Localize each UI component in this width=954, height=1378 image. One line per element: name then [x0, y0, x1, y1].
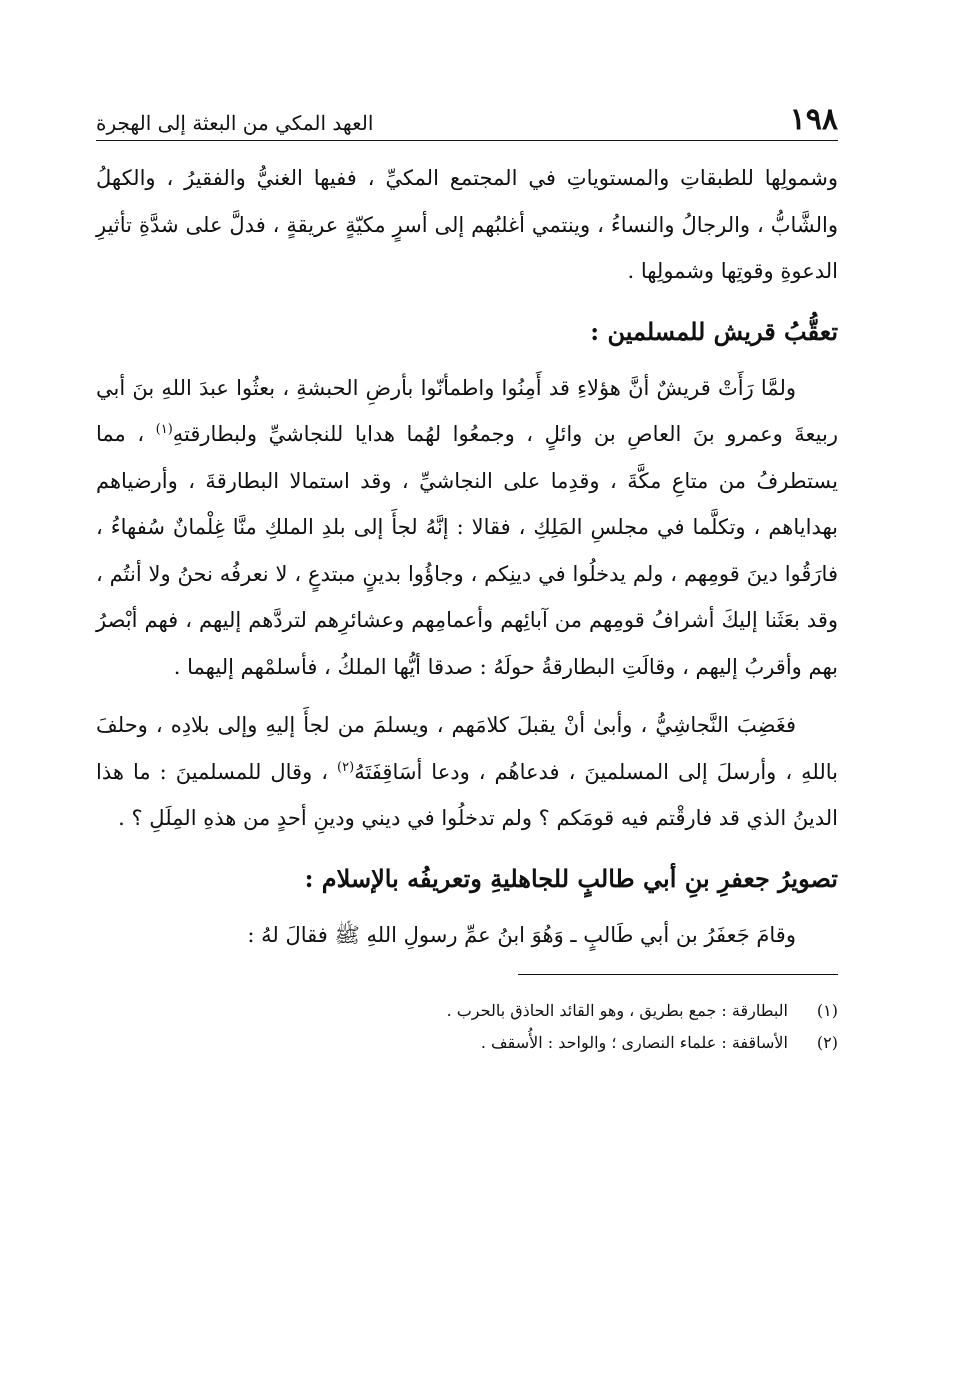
paragraph-quraysh-envoys [96, 365, 838, 691]
section-heading-quraysh-pursuit: تعقُّبُ قريش للمسلمين : [590, 316, 838, 346]
body-text [96, 155, 838, 958]
page-number: ١٩٨ [789, 102, 838, 137]
running-title: العهد المكي من البعثة إلى الهجرة [96, 111, 374, 135]
footnote-number: (٢) [816, 1033, 838, 1052]
page-header [96, 96, 838, 141]
footnote-divider [518, 974, 838, 975]
paragraph-text: فغَضِبَ النَّجاشِيُّ ، وأبىٰ أنْ يقبلَ كلامَهم ، ويسلمَ من لجأَ إليهِ وإلى بلادِه ، وحلفَ باللهِ ، وأرسلَ إلى المسلمينَ ، فدعاهُم ، ودعا أسَاقِفَتَهُ [96, 713, 838, 784]
paragraph-jafar-stands: وقامَ جَعفَرُ بن أبي طَالبٍ ـ وَهُوَ ابنُ عمِّ رسولِ اللهِ ﷺ فقالَ لهُ : [247, 922, 796, 947]
paragraph-text: ، مما يستطرفُ من متاعِ مكَّةَ ، وقدِما على النجاشيِّ ، وقد استمالا البطارقةَ ، وأرضياهم بهداياهم ، وتكلَّما في مجلسِ المَلِكِ ، فقالا : إنَّهُ لجأَ إلى بلدِ الملكِ منَّا غِلْمانٌ سُفهاءُ ، فارَقُوا دينَ قومِهم ، ولم يدخلُوا في دينِكم ، وجاؤُوا بدينٍ مبتدعٍ ، لا نعرفُه نحنُ ولا أنتُم ، وقد بعَثَنا إليكَ أشرافُ قومِهم من آبائِهم وأعمامِهم وعشائرِهم لتردَّهم إليهم ، فهم أبْصرُ بهم وأقربُ إليهم ، وقالَتِ البطارقةُ حولَهُ : صدقا أيُّها الملكُ ، فأسلمْهم إليهما . [96, 422, 838, 679]
footnote [96, 1027, 838, 1059]
footnote-number: (١) [816, 1001, 838, 1020]
footnote [96, 995, 838, 1027]
footnote-marker-1: (١) [155, 422, 173, 437]
intro-paragraph: وشمولِها للطبقاتِ والمستوياتِ في المجتمع المكيِّ ، ففيها الغنيُّ والفقيرُ ، والكهلُ والشَّابُّ ، والرجالُ والنساءُ ، وينتمي أغلبُهم إلى أسرٍ مكيّةٍ عريقةٍ ، فدلَّ على شدَّةِ تأثيرِ الدعوةِ وقوتِها وشمولِها . [96, 166, 838, 283]
footnotes [96, 995, 838, 1059]
paragraph-text: ولمَّا رَأَتْ قريشٌ أنَّ هؤلاءِ قد أَمِنُوا واطمأنّوا بأرضِ الحبشةِ ، بعثُوا عبدَ اللهِ بنَ أبي ربيعةَ وعمرو بنَ العاصِ بن وائلٍ ، وجمعُوا لهُما هدايا للنجاشيِّ ولبطارقتهِ [96, 375, 838, 446]
book-page [96, 96, 838, 1059]
paragraph-text: ، وقال للمسلمينَ : ما هذا الدينُ الذي قد فارقْتم فيه قومَكم ؟ ولم تدخلُوا في ديني ودينِ أحدٍ من هذهِ المِلَلِ ؟ . [96, 759, 838, 830]
paragraph-najashi-anger [96, 702, 838, 842]
footnote-marker-2: (٢) [337, 759, 355, 775]
section-heading-jafar-speech: تصويرُ جعفرِ بنِ أبي طالبٍ للجاهليةِ وتعريفُه بالإسلام : [304, 863, 838, 893]
footnote-text: البطارقة : جمع بطريق ، وهو القائد الحاذق بالحرب . [446, 1001, 788, 1020]
footnote-text: الأساقفة : علماء النصارى ؛ والواحد : الأُسقف . [480, 1033, 788, 1052]
